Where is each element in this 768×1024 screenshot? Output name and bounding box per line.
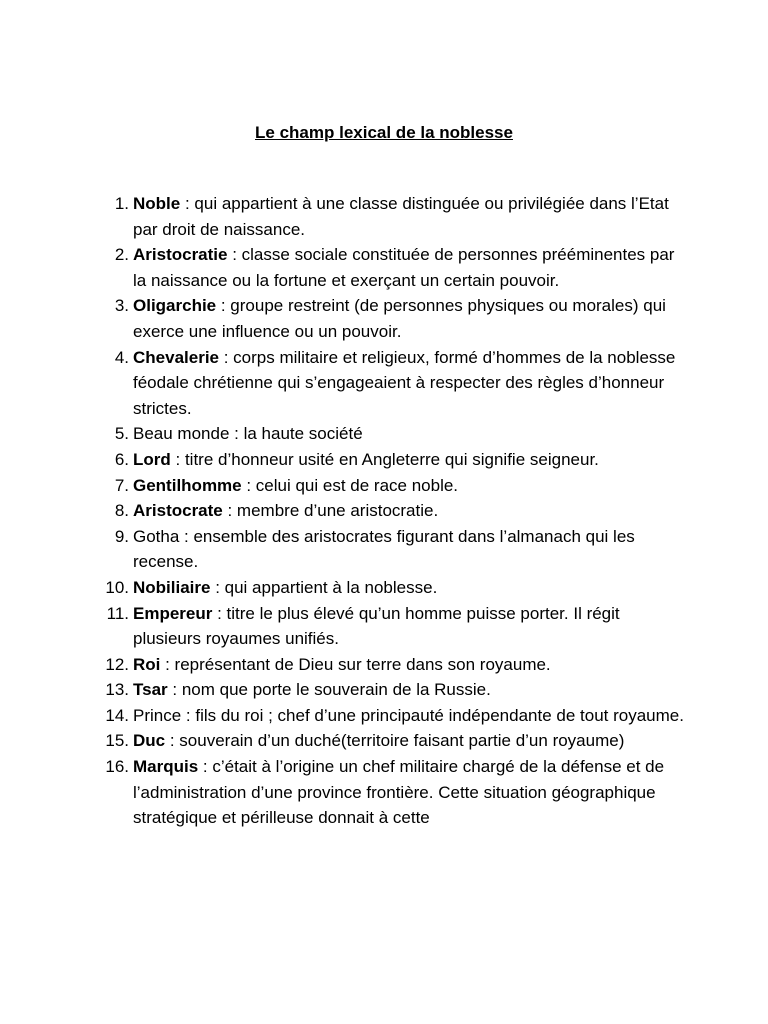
- list-item: [0, 652, 768, 678]
- list-item: [0, 498, 768, 524]
- list-item: [0, 728, 768, 754]
- list-item-number: 6.: [114, 449, 129, 469]
- list-item-term: Lord: [133, 449, 171, 469]
- list-item: [0, 293, 768, 344]
- list-item-term: Noble: [133, 194, 181, 213]
- list-item-definition: : nom que porte le souverain de la Russie.: [167, 680, 491, 700]
- list-item-definition: : titre le plus élevé qu’un homme puisse porter. Il régit plusieurs royaumes unifiés.: [133, 603, 620, 649]
- list-item: [0, 242, 768, 293]
- list-item-definition: : la haute société: [229, 424, 363, 444]
- list-item: [0, 524, 768, 575]
- entry-list: [0, 191, 768, 831]
- list-item-definition: : qui appartient à la noblesse.: [210, 577, 438, 597]
- list-item-term: Roi: [133, 654, 161, 674]
- list-item-number: 12.: [105, 654, 129, 674]
- list-item-term: Oligarchie: [133, 296, 217, 316]
- list-item-term: Gotha: [133, 526, 180, 546]
- list-item-number: 13.: [105, 680, 129, 700]
- list-item-term: Nobiliaire: [133, 577, 211, 597]
- list-item-number: 5.: [114, 424, 129, 444]
- list-item-definition: : souverain d’un duché(territoire faisant partie d’un royaume): [165, 731, 625, 751]
- list-item-definition: : représentant de Dieu sur terre dans son royaume.: [160, 654, 551, 674]
- list-item-number: 8.: [114, 501, 129, 521]
- list-item-definition: : groupe restreint (de personnes physiques ou morales) qui exerce une influence ou un pouvoir.: [133, 296, 666, 341]
- list-item-definition: : celui qui est de race noble.: [241, 475, 459, 495]
- list-item: [0, 473, 768, 499]
- list-item: [0, 754, 768, 831]
- list-item-definition: : membre d’une aristocratie.: [222, 501, 439, 521]
- list-item-number: 1.: [114, 194, 129, 213]
- list-item: [0, 677, 768, 703]
- list-item-definition: : qui appartient à une classe distinguée ou privilégiée dans l’Etat par droit de naissance.: [133, 194, 669, 239]
- list-item-definition: : classe sociale constituée de personnes prééminentes par la naissance ou la fortune et exerçant un certain pouvoir.: [133, 245, 675, 290]
- list-item-number: 3.: [114, 296, 129, 316]
- list-item-term: Chevalerie: [133, 347, 219, 367]
- list-item-term: Gentilhomme: [133, 475, 242, 495]
- list-item-number: 4.: [114, 347, 129, 367]
- list-item: [0, 421, 768, 447]
- list-item-number: 2.: [114, 245, 129, 265]
- list-item-number: 7.: [114, 475, 129, 495]
- list-item-number: 9.: [114, 526, 129, 546]
- list-item-term: Beau monde: [133, 424, 230, 444]
- list-item-term: Aristocratie: [133, 245, 228, 265]
- list-item: [0, 601, 768, 652]
- list-item-term: Marquis: [133, 757, 199, 777]
- document-title: Le champ lexical de la noblesse: [255, 123, 513, 142]
- list-item: [0, 575, 768, 601]
- list-item-term: Duc: [133, 731, 166, 751]
- list-item-number: 16.: [105, 757, 129, 777]
- list-item-term: Empereur: [133, 603, 213, 623]
- list-item: [0, 703, 768, 729]
- list-item: [0, 345, 768, 422]
- list-item: [0, 191, 768, 242]
- list-item-number: 11.: [106, 603, 129, 623]
- list-item-definition: : fils du roi ; chef d’une principauté indépendante de tout royaume.: [181, 705, 684, 725]
- list-item-term: Aristocrate: [133, 501, 223, 521]
- list-item-definition: : titre d’honneur usité en Angleterre qui signifie seigneur.: [170, 449, 599, 469]
- list-item: [0, 447, 768, 473]
- list-item-definition: : corps militaire et religieux, formé d’hommes de la noblesse féodale chrétienne qui s’engageaient à respecter des règles d’honneur strictes.: [133, 347, 676, 418]
- list-item-term: Prince: [133, 705, 182, 725]
- list-item-definition: : ensemble des aristocrates figurant dans l’almanach qui les recense.: [133, 526, 635, 572]
- list-item-definition: : c’était à l’origine un chef militaire chargé de la défense et de l’administration d’une province frontière. Cette situation géographique stratégique et périlleuse donnait à cette: [133, 757, 665, 828]
- list-item-number: 10.: [105, 577, 129, 597]
- list-item-number: 15.: [105, 731, 129, 751]
- list-item-term: Tsar: [133, 680, 168, 700]
- list-item-number: 14.: [105, 705, 129, 725]
